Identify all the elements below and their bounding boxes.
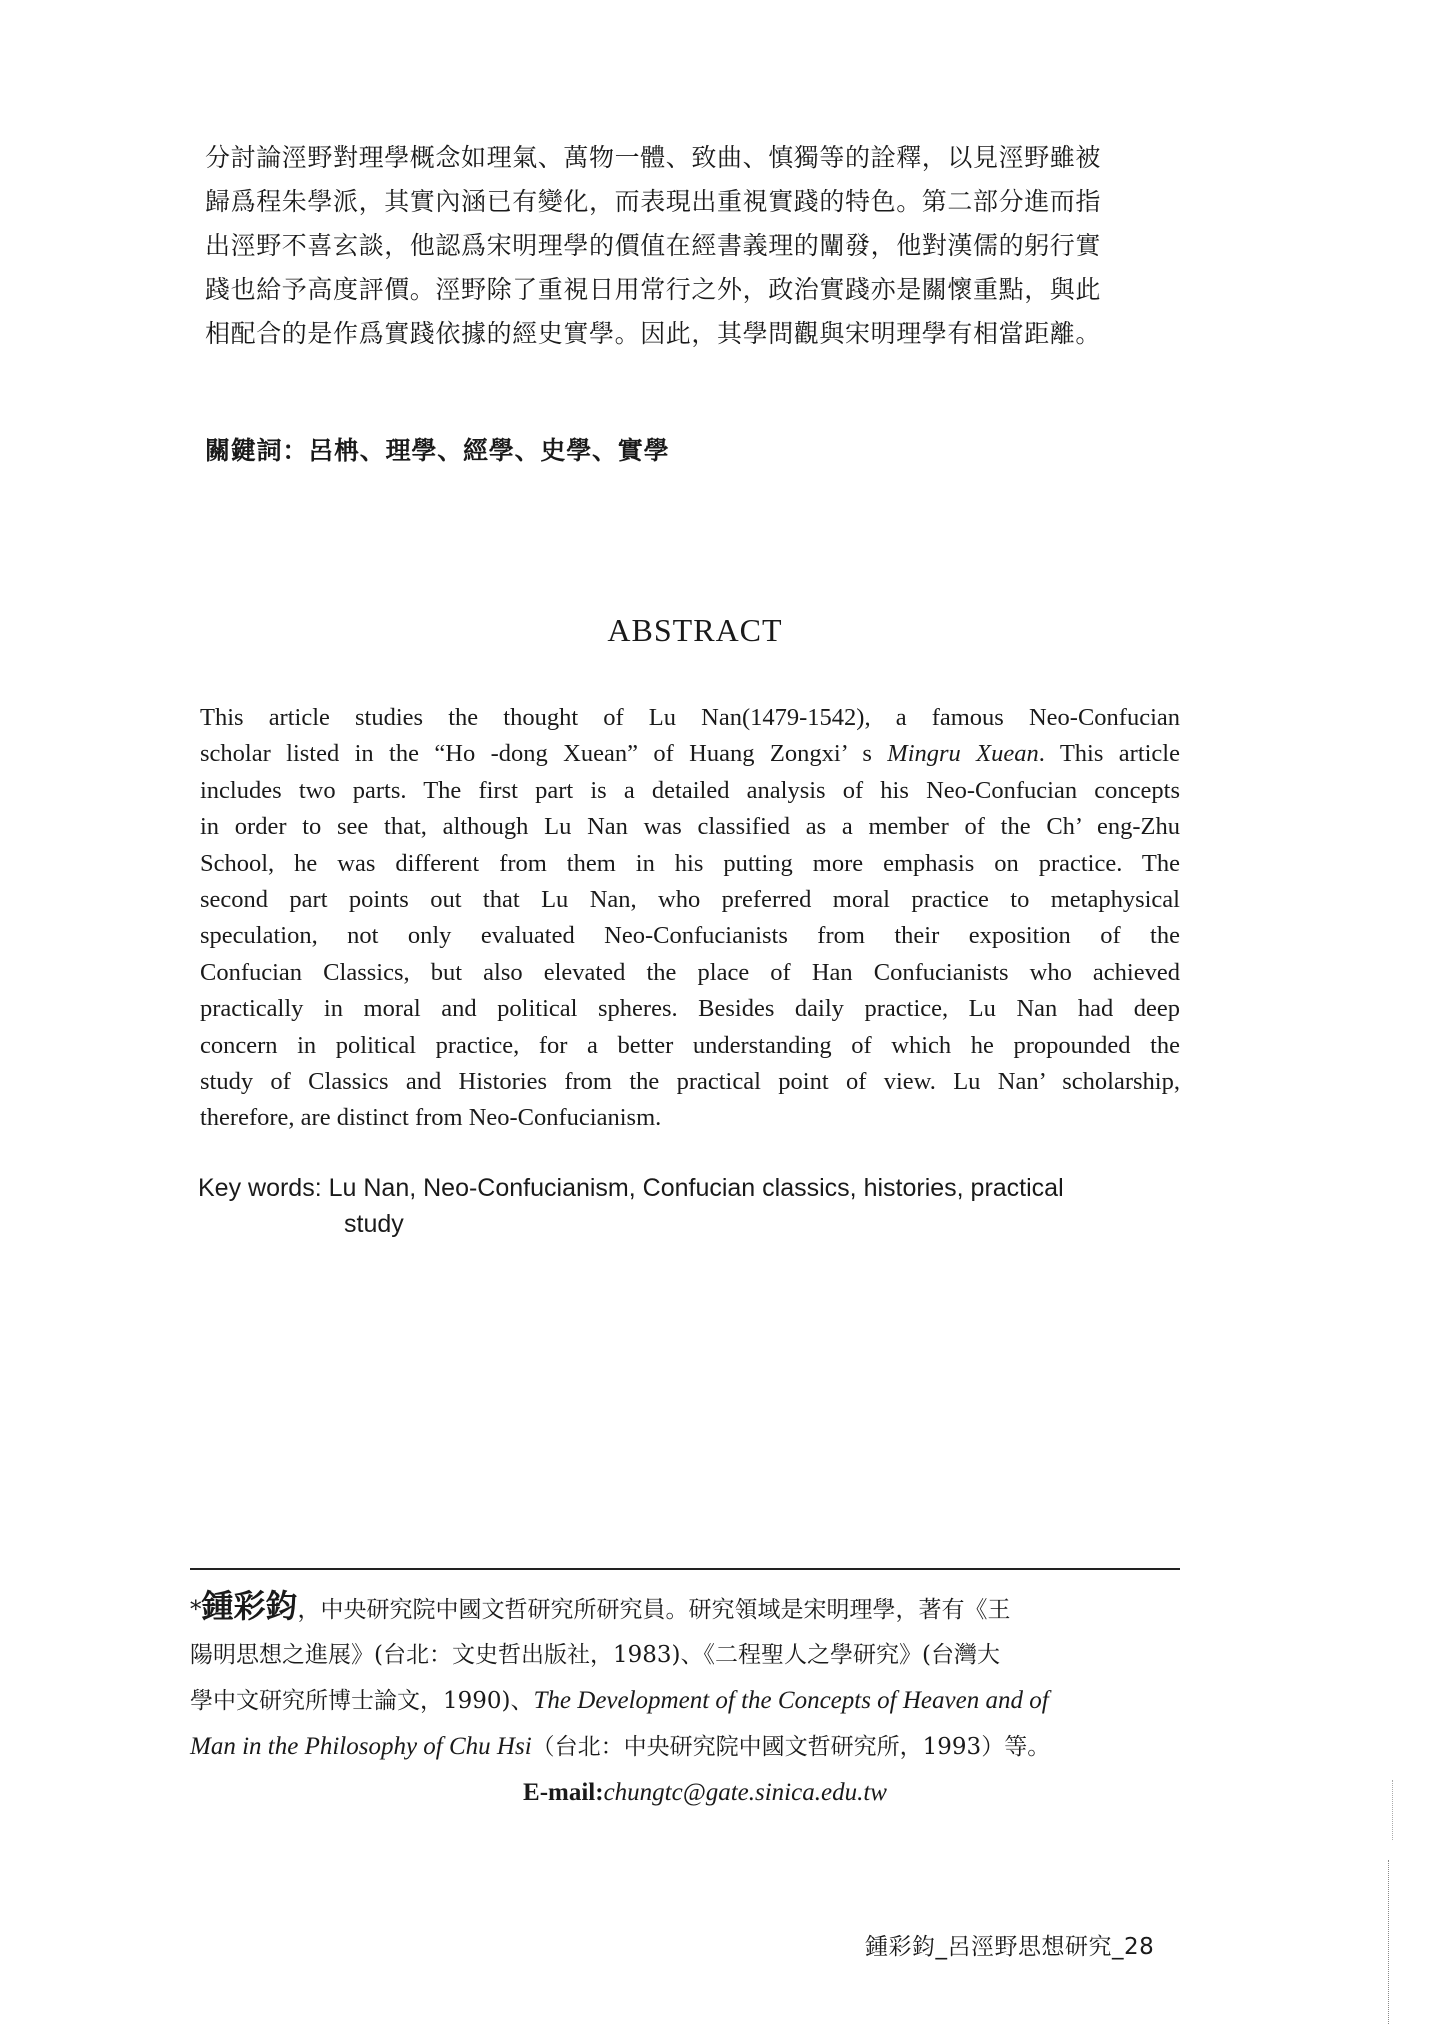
footnote-line: 陽明思想之進展》(台北：文史哲出版社，1983)、《二程聖人之學研究》(台灣大 xyxy=(190,1642,1000,1668)
scan-edge-mark xyxy=(1388,1860,1389,2024)
abstract-line: concern in political practice, for a better understanding of which he propounded the xyxy=(200,1031,1180,1059)
footnote-text: （台北：中央研究院中國文哲研究所，1993）等。 xyxy=(531,1734,1051,1760)
abstract-line: speculation, not only evaluated Neo-Confucianists from their exposition of the xyxy=(200,922,1180,950)
book-title-italic: Man in the Philosophy of Chu Hsi xyxy=(190,1733,532,1760)
author-footnote xyxy=(190,1584,1180,1815)
footnote-divider xyxy=(190,1568,1180,1570)
abstract-line: School, he was different from them in his putting more emphasis on practice. The xyxy=(200,849,1180,877)
footnote-text: ，中央研究院中國文哲研究所研究員。研究領域是宋明理學，著有《王 xyxy=(297,1597,1011,1623)
author-name: 鍾彩鈞 xyxy=(201,1587,298,1625)
footnote-line xyxy=(190,1678,1180,1724)
abstract-line: Confucian Classics, but also elevated the place of Han Confucianists who achieved xyxy=(200,958,1180,986)
abstract-heading: ABSTRACT xyxy=(607,612,783,648)
abstract-line-tail: . This article xyxy=(1038,740,1180,768)
book-title-italic: Mingru Xuean xyxy=(887,740,1039,768)
chinese-keywords: 關鍵詞：呂柟、理學、經學、史學、實學 xyxy=(205,436,670,465)
email-label: E-mail: xyxy=(523,1779,604,1806)
footnote-line xyxy=(190,1584,1180,1633)
english-keywords xyxy=(198,1170,1198,1242)
scan-edge-mark xyxy=(1392,1780,1393,1840)
footnote-text: 學中文研究所博士論文，1990)、 xyxy=(190,1688,534,1714)
chinese-abstract xyxy=(205,136,1205,356)
abstract-line: This article studies the thought of Lu Nan(1479-1542), a famous Neo-Confucian xyxy=(200,704,1180,731)
page-footer: 鍾彩鈞_呂涇野思想研究_28 xyxy=(865,1934,1155,1960)
book-title-italic: The Development of the Concepts of Heaven and of xyxy=(533,1687,1049,1714)
chinese-abstract-line: 出涇野不喜玄談，他認爲宋明理學的價值在經書義理的闡發，他對漢儒的躬行實 xyxy=(205,231,1102,260)
abstract-line: study of Classics and Histories from the practical point of view. Lu Nan’ scholarship, xyxy=(200,1068,1180,1096)
email-address: chungtc@gate.sinica.edu.tw xyxy=(603,1779,887,1806)
abstract-line: second part points out that Lu Nan, who preferred moral practice to metaphysical xyxy=(200,886,1180,914)
author-email xyxy=(190,1770,1180,1815)
abstract-line: in order to see that, although Lu Nan was classified as a member of the Ch’ eng-Zhu xyxy=(200,813,1180,841)
chinese-abstract-line: 相配合的是作爲實踐依據的經史實學。因此，其學問觀與宋明理學有相當距離。 xyxy=(205,319,1102,348)
abstract-line-with-italic xyxy=(200,736,1180,772)
keywords-line: Key words: Lu Nan, Neo-Confucianism, Confucian classics, histories, practical xyxy=(198,1174,1064,1202)
footnote-line xyxy=(190,1724,1180,1770)
abstract-line: includes two parts. The first part is a detailed analysis of his Neo-Confucian concepts xyxy=(200,776,1180,804)
abstract-line-text: scholar listed in the “Ho -dong Xuean” of Huang Zongxi’ s xyxy=(200,740,888,768)
abstract-line: practically in moral and political spheres. Besides daily practice, Lu Nan had deep xyxy=(200,995,1180,1023)
english-abstract xyxy=(200,700,1180,1137)
footnote-marker: * xyxy=(190,1597,202,1623)
abstract-line: therefore, are distinct from Neo-Confucianism. xyxy=(200,1104,662,1132)
chinese-abstract-line: 分討論涇野對理學概念如理氣、萬物一體、致曲、慎獨等的詮釋，以見涇野雖被 xyxy=(205,143,1102,172)
chinese-abstract-line: 踐也給予高度評價。涇野除了重視日用常行之外，政治實踐亦是關懷重點，與此 xyxy=(205,275,1102,304)
chinese-abstract-line: 歸爲程朱學派，其實內涵已有變化，而表現出重視實踐的特色。第二部分進而指 xyxy=(205,187,1102,216)
keywords-line: study xyxy=(344,1210,404,1238)
